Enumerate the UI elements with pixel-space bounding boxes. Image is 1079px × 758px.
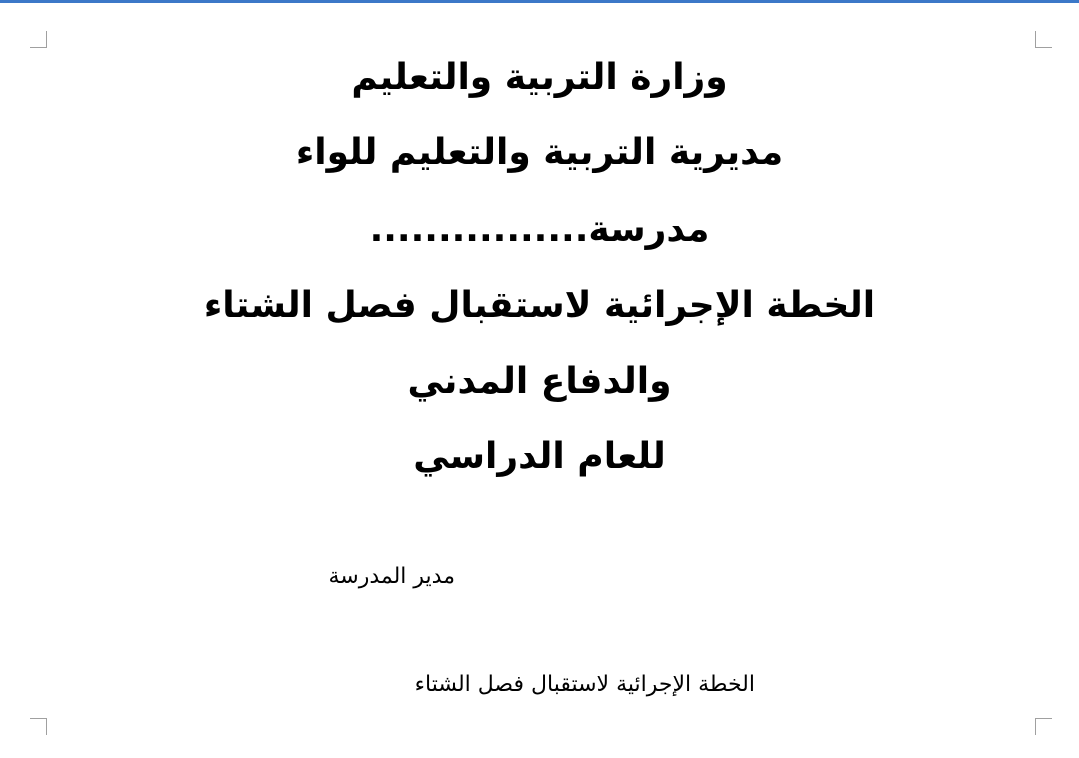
footer-plan-title: الخطة الإجرائية لاستقبال فصل الشتاء <box>414 672 755 697</box>
school-name-line: مدرسة................ <box>369 209 710 250</box>
ministry-heading: وزارة التربية والتعليم <box>351 57 728 98</box>
margin-mark-bottom-right <box>1035 718 1052 735</box>
principal-label: مدير المدرسة <box>328 564 455 589</box>
margin-mark-top-left <box>30 31 47 48</box>
directorate-heading: مديرية التربية والتعليم للواء <box>295 132 784 173</box>
civil-defense-line: والدفاع المدني <box>407 361 672 402</box>
academic-year-line: للعام الدراسي <box>413 436 666 477</box>
margin-mark-top-right <box>1035 31 1052 48</box>
margin-mark-bottom-left <box>30 718 47 735</box>
plan-title-line: الخطة الإجرائية لاستقبال فصل الشتاء <box>203 285 876 326</box>
